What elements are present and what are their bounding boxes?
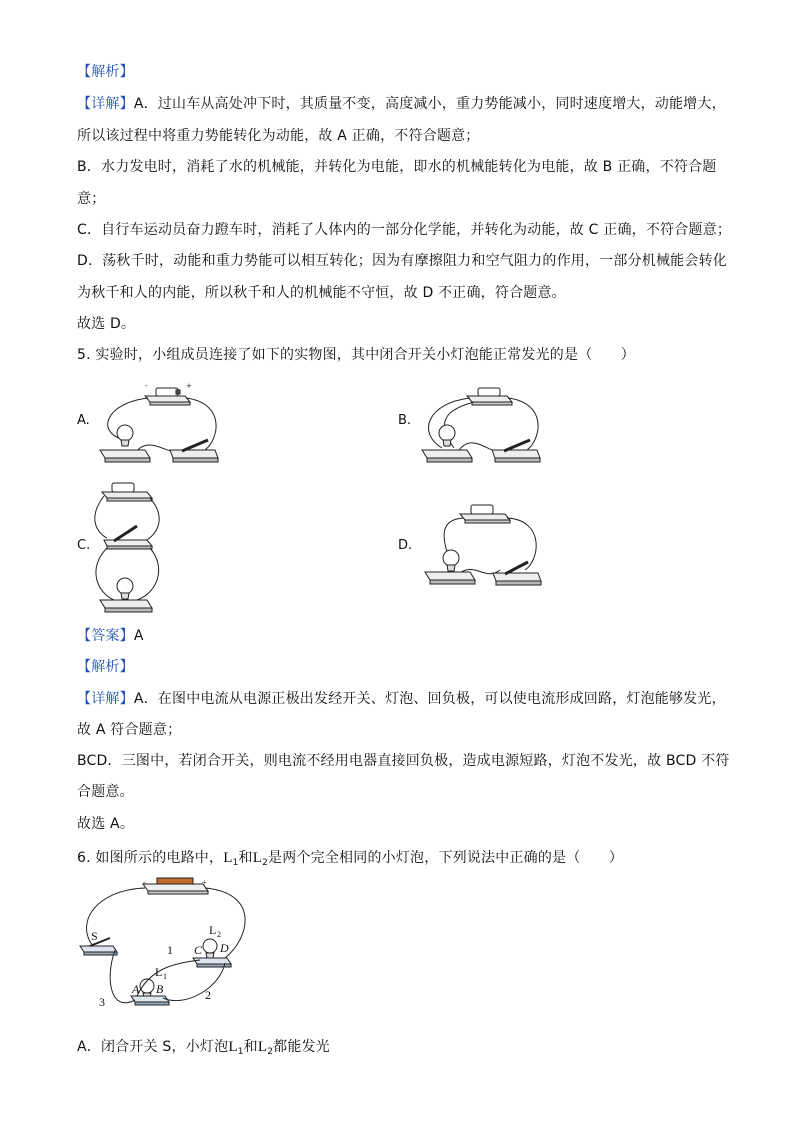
l1-symbol: L — [223, 850, 233, 866]
option-a-l2: L — [257, 1039, 268, 1055]
conclusion: 故选 A。 — [77, 816, 135, 832]
q6-plus: + — [202, 878, 207, 887]
circuit-figure-d — [415, 500, 545, 595]
option-a-label: A. — [77, 413, 90, 428]
label-l2-sub: 2 — [217, 930, 221, 939]
answer-value: A — [133, 628, 144, 644]
label-b: B — [156, 982, 164, 996]
q6-option-a — [77, 1037, 330, 1062]
answer-tag: 【答案】 — [77, 628, 134, 644]
stem-suffix: 是两个完全相同的小灯泡，下列说法中正确的是（ ） — [268, 850, 624, 866]
option-a-and: 和 — [243, 1039, 258, 1055]
plus-sign: + — [186, 382, 192, 390]
detail-tag: 【详解】 — [77, 691, 134, 707]
option-a-suffix: 都能发光 — [273, 1039, 330, 1055]
detail-line: C．自行车运动员奋力蹬车时，消耗了人体内的一部分化学能，并转化为动能，故 C 正确，不符合题意； — [77, 222, 732, 238]
detail-text: A．在图中电流从电源正极出发经开关、灯泡、回负极，可以使电流形成回路，灯泡能够发光， — [133, 691, 726, 707]
l2-subscript: 2 — [262, 858, 269, 868]
question-6-stem — [77, 848, 623, 873]
circuit-figure-a — [90, 378, 230, 468]
l1-subscript: 1 — [232, 858, 239, 868]
label-l2: L — [209, 923, 217, 937]
label-s: S — [91, 929, 98, 943]
detail-line: D．荡秋千时，动能和重力势能可以相互转化；因为有摩擦阻力和空气阻力的作用，一部分机械能会转化 — [77, 253, 727, 269]
analysis-tag: 【解析】 — [77, 659, 134, 675]
label-wire-2: 2 — [205, 988, 211, 1002]
detail-line — [77, 689, 726, 709]
detail-line: 为秋千和人的内能，所以秋千和人的机械能不守恒，故 D 不正确，符合题意。 — [77, 285, 566, 301]
circuit-figure-b — [412, 378, 552, 468]
detail-text: A．过山车从高处冲下时，其质量不变，高度减小，重力势能减小，同时速度增大，动能增大， — [133, 96, 726, 112]
detail-line: 合题意。 — [77, 784, 134, 800]
circuit-figure-c — [92, 478, 172, 618]
stem-prefix: 6. 如图所示的电路中， — [77, 850, 224, 866]
label-l1: L — [155, 965, 163, 979]
analysis-tag: 【解析】 — [77, 64, 134, 80]
option-d-label: D. — [398, 538, 413, 553]
option-a-l1-sub: 1 — [237, 1047, 244, 1057]
option-a-l2-sub: 2 — [267, 1047, 274, 1057]
detail-line: 故 A 符合题意； — [77, 722, 182, 738]
detail-line: B．水力发电时，消耗了水的机械能，并转化为电能，即水的机械能转化为电能，故 B 正确，不符合题 — [77, 159, 717, 175]
minus-sign: - — [145, 382, 148, 390]
label-a: A — [132, 982, 140, 996]
detail-line: 意； — [77, 191, 106, 207]
detail-line — [77, 94, 726, 114]
detail-line: BCD．三图中，若闭合开关，则电流不经用电器直接回负极，造成电源短路，灯泡不发光，故 BCD 不符 — [77, 753, 730, 769]
option-c-label: C. — [77, 538, 91, 553]
circuit-figure-q6 — [75, 878, 255, 1018]
label-d: D — [220, 941, 229, 955]
and-text: 和 — [238, 850, 253, 866]
detail-tag: 【详解】 — [77, 96, 134, 112]
detail-line: 所以该过程中将重力势能转化为动能，故 A 正确，不符合题意； — [77, 128, 480, 144]
option-a-l1: L — [228, 1039, 238, 1055]
q6-minus: - — [143, 878, 146, 887]
option-a-prefix: A．闭合开关 S，小灯泡 — [77, 1039, 229, 1055]
question-5-stem: 5. 实验时，小组成员连接了如下的实物图，其中闭合开关小灯泡能正常发光的是（ ） — [77, 347, 636, 363]
conclusion: 故选 D。 — [77, 316, 136, 332]
label-c: C — [194, 943, 203, 957]
label-l1-sub: 1 — [163, 972, 167, 981]
option-b-label: B. — [398, 413, 412, 428]
label-wire-3: 3 — [99, 995, 105, 1009]
label-wire-1: 1 — [167, 943, 173, 957]
answer-line — [77, 626, 144, 646]
l2-symbol: L — [252, 850, 263, 866]
